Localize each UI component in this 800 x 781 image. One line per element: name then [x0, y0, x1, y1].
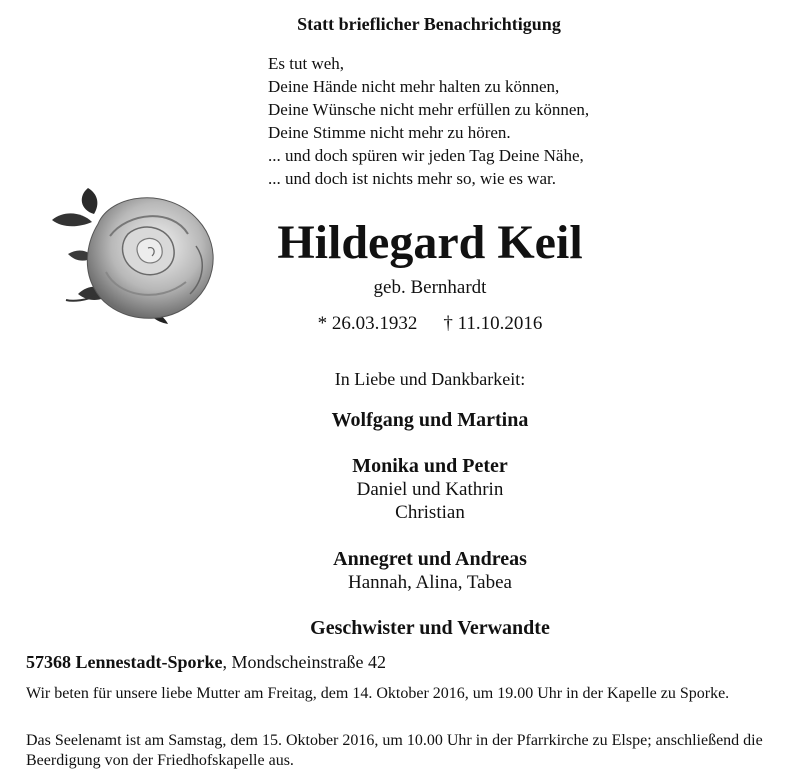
- birth-date: * 26.03.1932: [317, 313, 418, 334]
- rose-icon: [48, 176, 228, 326]
- family-group: [230, 454, 630, 524]
- address-street: , Mondscheinstraße 42: [222, 652, 386, 672]
- dedication-line: In Liebe und Dankbarkeit:: [334, 369, 526, 389]
- family-group: [230, 408, 630, 432]
- family-head: Geschwister und Verwandte: [310, 617, 550, 639]
- family-group: [230, 616, 630, 640]
- poem-line: Deine Wünsche nicht mehr erfüllen zu können,: [268, 100, 590, 119]
- prayer-note: Wir beten für unsere liebe Mutter am Freitag, dem 14. Oktober 2016, um 19.00 Uhr in der Kapelle zu Sporke.: [26, 685, 730, 702]
- poem-line: Deine Stimme nicht mehr zu hören.: [268, 123, 511, 142]
- poem: [268, 52, 688, 190]
- family-head: Wolfgang und Martina: [331, 409, 529, 431]
- funeral-note: Das Seelenamt ist am Samstag, dem 15. Oktober 2016, um 10.00 Uhr in der Pfarrkirche zu Elspe; anschließend die Beerdigung von der Friedhofskapelle aus.: [26, 732, 763, 769]
- poem-line: Deine Hände nicht mehr halten zu können,: [268, 77, 560, 96]
- family-head: Monika und Peter: [352, 455, 508, 477]
- poem-line: ... und doch spüren wir jeden Tag Deine Nähe,: [268, 146, 584, 165]
- life-dates: [250, 313, 610, 335]
- deceased-name: Hildegard Keil: [277, 216, 583, 269]
- family-member: Daniel und Kathrin: [356, 479, 504, 500]
- address-city: 57368 Lennestadt-Sporke: [26, 652, 223, 672]
- death-date: † 11.10.2016: [443, 313, 543, 334]
- poem-line: Es tut weh,: [268, 54, 345, 73]
- maiden-name: geb. Bernhardt: [373, 277, 487, 298]
- family-member: Hannah, Alina, Tabea: [348, 572, 512, 593]
- address: [26, 652, 786, 673]
- family-group: [230, 547, 630, 594]
- family-head: Annegret und Andreas: [333, 548, 527, 570]
- family-member: Christian: [395, 502, 465, 523]
- notice-header: Statt brieflicher Benachrichtigung: [297, 14, 561, 34]
- poem-line: ... und doch ist nichts mehr so, wie es war.: [268, 169, 557, 188]
